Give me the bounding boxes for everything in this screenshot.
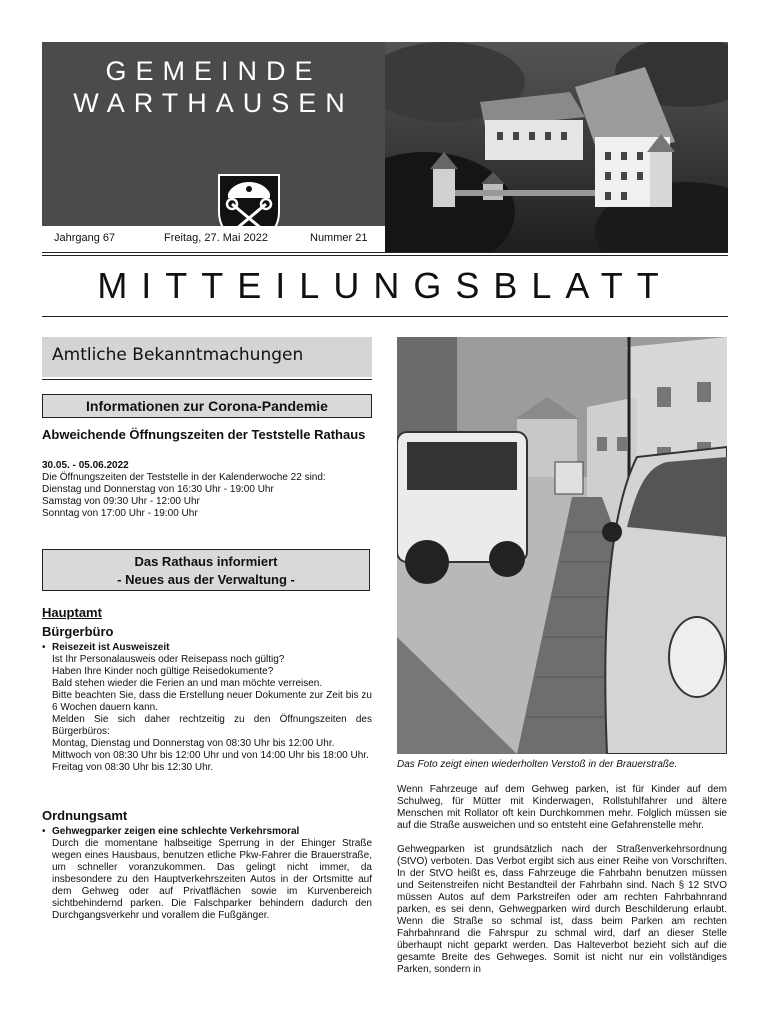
reise-line: Bald stehen wieder die Ferien an und man möchte verreisen. [52, 678, 323, 689]
reise-line: Melden Sie sich daher rechtzeitig zu den Öffnungszeiten des Bürgerbüros: [52, 714, 372, 737]
test-line: Die Öffnungszeiten der Teststelle in der Kalenderwoche 22 sind: [42, 472, 326, 483]
masthead-rule [42, 252, 728, 253]
rathaus-box-line2: - Neues aus der Verwaltung - [117, 572, 295, 587]
article-paragraph-2: Gehwegparken ist grundsätzlich nach der Straßenverkehrsordnung (StVO) verboten. Das Verbot ergibt sich aus einer Reihe von Vorschriften. In der StVO heißt es, dass Fahrzeuge die Fahrbahn benutzen müssen und Seitenstreifen nicht Bestandteil der Fahrbahn sind. Nach § 12 StVO müssen Autos auf dem Parkstreifen oder am rechten Fahrbahnrand parken, es sei denn, Gehwegparken wird durch Beschilderung erlaubt. Wenn die Straße so schmal ist, dass beim Parken am rechten Fahrbahnrand die Fahrspur zu schmal wird, darf an dieser Stelle überhaupt nicht geparkt werden. Das Halteverbot bezieht sich auf die gesamte Breite des Gehweges. Somit ist nicht nur ein vollständiges Parken, sondern in [397, 844, 727, 975]
test-line: Samstag von 09:30 Uhr - 12:00 Uhr [42, 496, 200, 507]
issue-number: Nummer 21 [310, 232, 368, 244]
buergerbuero-heading: Bürgerbüro [42, 624, 114, 639]
test-line: Dienstag und Donnerstag von 16:30 Uhr - 19:00 Uhr [42, 484, 274, 495]
reise-line: Freitag von 08:30 Uhr bis 12:30 Uhr. [52, 762, 214, 773]
test-line: Sonntag von 17:00 Uhr - 19:00 Uhr [42, 508, 198, 519]
gehweg-text: Durch die momentane halbseitige Sperrung in der Ehinger Straße wegen eines Hausbaus, benutzen etliche Pkw-Fahrer die Brauerstraße, um schneller voranzukommen. Das gelingt nicht immer, da insbesondere zu den Hauptverkehrszeiten Autos in der Ortsmitte auf dem Gehweg oder auf Privatflächen sowie im Kurvenbereich sichtbehindernd parken. Die Falschparker behindern dadurch den Durchgangsverkehr und vorallem die Fußgänger. [52, 838, 372, 921]
bullet-icon: • [42, 826, 46, 837]
rathaus-info-box [42, 549, 370, 591]
reise-title: Reisezeit ist Ausweiszeit [52, 642, 170, 653]
issue-volume: Jahrgang 67 [54, 232, 116, 244]
street-photo [397, 337, 727, 754]
banner-rule [42, 316, 728, 317]
corona-info-box: Informationen zur Corona-Pandemie [42, 394, 372, 418]
photo-caption: Das Foto zeigt einen wiederholten Verstoß in der Brauerstraße. [397, 759, 678, 770]
gehweg-title: Gehwegparker zeigen eine schlechte Verkehrsmoral [52, 826, 300, 837]
publication-banner: MITTEILUNGSBLATT [97, 265, 673, 306]
issue-date: Freitag, 27. Mai 2022 [164, 232, 268, 244]
masthead-rule-2 [42, 255, 728, 256]
reise-line: Bitte beachten Sie, dass die Erstellung neuer Dokumente zur Zeit bis zu 6 Wochen dauern kann. [52, 690, 372, 713]
bullet-icon: • [42, 642, 46, 653]
section-rule [42, 379, 372, 380]
masthead-title-block [42, 42, 385, 252]
reise-text [52, 654, 372, 774]
masthead-title-line1: GEMEINDE [105, 56, 322, 86]
reise-line: Mittwoch von 08:30 Uhr bis 12:00 Uhr und von 14:00 Uhr bis 18:00 Uhr. [52, 750, 369, 761]
hauptamt-heading: Hauptamt [42, 605, 102, 620]
ordnungsamt-heading: Ordnungsamt [42, 808, 128, 823]
test-heading: Abweichende Öffnungszeiten der Teststelle Rathaus [42, 427, 366, 442]
masthead-info-strip [42, 226, 385, 252]
castle-photo [385, 42, 728, 252]
reise-line: Montag, Dienstag und Donnerstag von 08:30 Uhr bis 12:00 Uhr. [52, 738, 335, 749]
section-header [42, 337, 372, 377]
reise-line: Haben Ihre Kinder noch gültige Reisedokumente? [52, 666, 274, 677]
reise-line: Ist Ihr Personalausweis oder Reisepass noch gültig? [52, 654, 285, 665]
test-hours [42, 472, 372, 520]
rathaus-box-line1: Das Rathaus informiert [134, 554, 278, 569]
article-paragraph-1: Wenn Fahrzeuge auf dem Gehweg parken, ist für Kinder auf dem Schulweg, für Mütter mit Kinderwagen, Rollstuhlfahrer und ältere Menschen mit Rollator oft kein Durchkommen mehr. Folglich müssen sie auf die Straße ausweichen und so entsteht eine Gefahrenstelle mehr. [397, 784, 727, 831]
masthead-title-line2: WARTHAUSEN [73, 88, 354, 118]
section-title: Amtliche Bekanntmachungen [52, 345, 304, 365]
test-dates: 30.05. - 05.06.2022 [42, 460, 129, 471]
